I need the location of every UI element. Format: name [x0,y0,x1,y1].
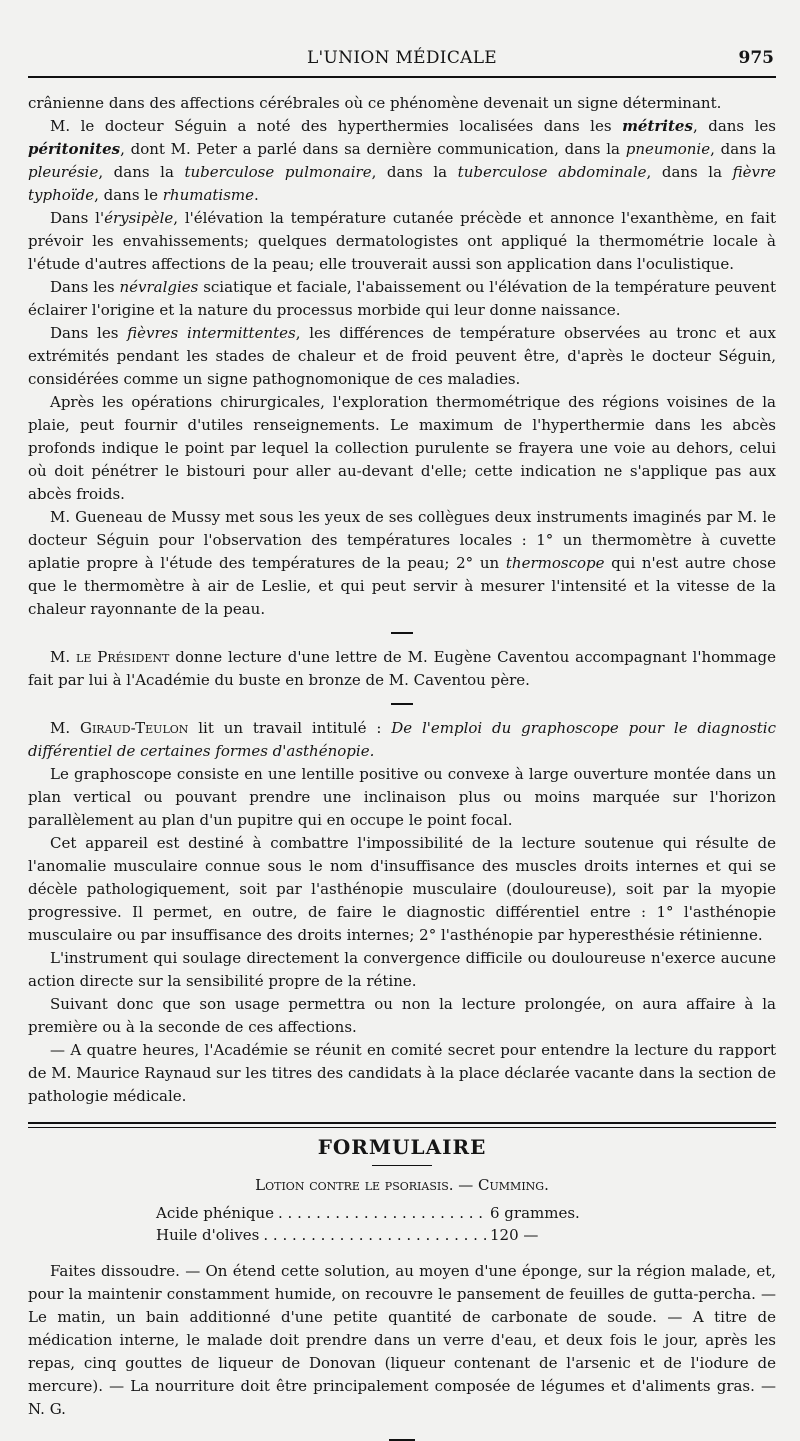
paragraph [28,391,776,506]
paragraph [28,832,776,947]
section-separator [391,703,413,705]
paragraph [28,763,776,832]
text: , dont M. Peter a parlé dans sa dernière communication, dans la [120,140,626,158]
emphasis: tuberculose abdominale [457,163,647,181]
text: Le graphoscope consiste en une lentille positive ou convexe à large ouverture montée dans un plan vertical ou pouvant prendre une inclinaison plus ou moins marquée sur l'horizon parallèlement au plan d'un pupitre qui en occupe le point focal. [28,765,776,829]
leader-dots [278,1202,486,1224]
text: Cet appareil est destiné à combattre l'impossibilité de la lecture soutenue qui résulte de l'anomalie musculaire connue sous le nom d'insuffisance des muscles droits internes et qui se décèle pathologiquement, soit par l'asthénopie musculaire (douloureuse), soit par la myopie progressive. Il permet, en outre, de faire le diagnostic différentiel entre : 1° l'asthénopie musculaire ou par insuffisance des droits internes; 2° l'asthénopie par hyperesthésie rétinienne. [28,834,776,944]
title-separator [372,1165,432,1166]
paragraph [28,947,776,993]
text: Suivant donc que son usage permettra ou non la lecture prolongée, on aura affaire à la première ou à la seconde de ces affections. [28,995,776,1036]
text: , dans la [710,140,776,158]
emphasis: fièvre typhoïde [28,163,777,204]
text: — A quatre heures, l'Académie se réunit en comité secret pour entendre la lecture du rapport de M. Maurice Raynaud sur les titres des candidats à la place déclarée vacante dans la section de pathologie médicale. [28,1041,776,1105]
running-header [28,0,776,78]
work-title: De l'emploi du graphoscope pour le diagnostic différentiel de certaines formes d'asthénopie. [28,719,776,760]
journal-title: L'UNION MÉDICALE [306,48,498,68]
text: Dans les [50,324,128,342]
text: crânienne dans des affections cérébrales où ce phénomène devenait un signe déterminant. [28,94,722,112]
text: M. Gueneau de Mussy met sous les yeux de ses collègues deux instruments imaginés par M. le docteur Séguin pour l'observation des températures locales : 1° un thermomètre à cuvette aplatie propre à l'étude des températures de la peau; 2° un [28,508,776,572]
recipe-text: Faites dissoudre. — On étend cette solution, au moyen d'une éponge, sur la région malade, et, pour la maintenir constamment humide, on recouvre le pansement de feuilles de gutta-percha. — Le matin, un bain additionné d'une petite quantité de carbonate de soude. — A titre de médication interne, le malade doit prendre dans un verre d'eau, et deux fois le jour, après les repas, cinq gouttes de liqueur de Donovan (liqueur contenant de l'arsenic et de l'iodure de mercure). — La nourriture doit être principalement composée de légumes et d'aliments gras. — N. G. [28,1262,776,1418]
leader-dots [263,1224,486,1246]
section-separator [391,632,413,634]
recipe-title: Lotion contre le psoriasis. — Cumming. [255,1176,549,1194]
emphasis: pleurésie [28,163,99,181]
paragraph [28,207,776,276]
text: L'instrument qui soulage directement la convergence difficile ou douloureuse n'exerce aucune action directe sur la sensibilité propre de la rétine. [28,949,776,990]
text: M. [50,719,80,737]
text: , dans la [371,163,458,181]
paragraph [28,115,776,207]
text: , l'élévation la température cutanée précède et annonce l'exanthème, en fait prévoir les envahissements; quelques dermatologistes ont appliqué la thermométrie locale à l'étude d'autres affections de la peau; elle trouverait aussi son application dans l'oculistique. [28,209,776,273]
emphasis: métrites [622,117,693,135]
page-number: 975 [738,48,774,68]
text: Dans l' [50,209,105,227]
article-body [28,78,776,1441]
text: , dans les [692,117,776,135]
emphasis: névralgies [119,278,199,296]
ingredient-row [156,1224,586,1246]
emphasis: thermoscope [505,554,605,572]
paragraph [28,1039,776,1108]
emphasis: rhumatisme [162,186,255,204]
paragraph [28,646,776,692]
emphasis: fièvres intermittentes [127,324,296,342]
ingredient-row [156,1202,586,1224]
text: , dans la [646,163,733,181]
small-caps-name: le Président [76,648,170,666]
paragraph [28,322,776,391]
emphasis: érysipèle [104,209,174,227]
text: Après les opérations chirurgicales, l'exploration thermométrique des régions voisines de la plaie, peut fournir d'utiles renseignements. Le maximum de l'hyperthermie dans les abcès profonds indique le point par lequel la collection purulente se frayera une voie au dehors, celui où doit pénétrer le bistouri pour aller au-devant d'elle; cette indication ne s'applique pas aux abcès froids. [28,393,776,503]
ingredient-quantity: 6 grammes. [490,1204,580,1222]
text: . [254,186,259,204]
text: , dans le [94,186,163,204]
ingredient-name: Acide phénique [156,1204,275,1222]
text: M. le docteur Séguin a noté des hyperthermies localisées dans les [50,117,623,135]
text: M. [50,648,77,666]
paragraph [28,1260,776,1421]
section-double-rule [28,1122,776,1128]
paragraph [28,276,776,322]
text: Dans les [50,278,120,296]
text: , dans la [98,163,185,181]
header-rule [28,76,776,78]
formulaire-title: FORMULAIRE [317,1135,487,1159]
paragraph [28,993,776,1039]
small-caps-name: Giraud-Teulon [79,719,189,737]
text: lit un travail intitulé : [188,719,392,737]
ingredient-quantity: 120 — [490,1226,539,1244]
paragraph [28,506,776,621]
paragraph [28,92,776,115]
text: sciatique et faciale, l'abaissement ou l'élévation de la température peuvent éclairer l'origine et la nature du processus morbide qui leur donne naissance. [28,278,776,319]
ingredient-name: Huile d'olives [156,1226,260,1244]
emphasis: tuberculose pulmonaire [184,163,372,181]
emphasis: péritonites [28,140,121,158]
emphasis: pneumonie [625,140,711,158]
paragraph [28,717,776,763]
text: , les différences de température observées au tronc et aux extrémités pendant les stades de chaleur et de froid peuvent être, d'après le docteur Séguin, considérées comme un signe pathognomonique de ces maladies. [28,324,776,388]
text: qui n'est autre chose que le thermomètre à air de Leslie, et qui peut servir à mesurer l'intensité et la vitesse de la chaleur rayonnante de la peau. [28,554,776,618]
text: donne lecture d'une lettre de M. Eugène Caventou accompagnant l'hommage fait par lui à l'Académie du buste en bronze de M. Caventou père. [28,648,777,689]
